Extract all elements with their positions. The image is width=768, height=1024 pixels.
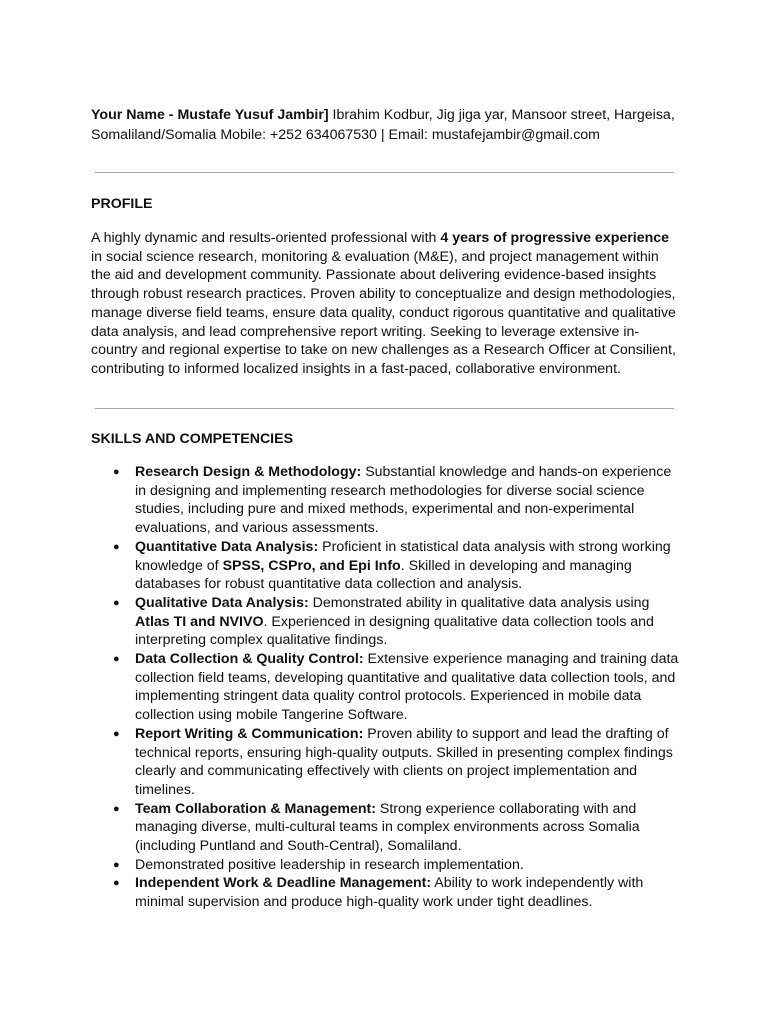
skill-title: Research Design & Methodology: — [135, 464, 362, 480]
profile-experience-highlight: 4 years of progressive experience — [440, 230, 670, 246]
skill-description: Proficient in statistical data analysis with strong working knowledge of — [135, 538, 671, 574]
profile-paragraph — [91, 229, 681, 379]
skill-description: Ability to work independently with minimal supervision and produce high-quality work under tight deadlines. — [135, 875, 644, 911]
skill-tools-highlight: SPSS, CSPro, and Epi Info — [222, 557, 401, 574]
skill-description: Demonstrated ability in qualitative data analysis using — [308, 594, 650, 611]
section-divider — [95, 172, 674, 173]
skill-description-cont: . Skilled in developing and managing databases for robust quantitative data collection and analysis. — [135, 557, 632, 593]
skills-list — [91, 463, 686, 912]
bullet-icon: ● — [113, 858, 120, 871]
skill-title: Data Collection & Quality Control: — [135, 651, 364, 668]
contact-header — [91, 106, 691, 145]
bullet-icon: ● — [113, 802, 120, 815]
bullet-icon: ● — [113, 466, 120, 478]
skill-item — [91, 538, 686, 594]
profile-text-start: A highly dynamic and results-oriented professional with — [91, 230, 441, 246]
skills-heading: SKILLS AND COMPETENCIES — [91, 431, 294, 447]
skill-tools-highlight: Atlas TI and NVIVO — [135, 613, 264, 630]
bullet-icon: ● — [113, 653, 120, 666]
skill-item — [91, 650, 686, 725]
skill-title: Team Collaboration & Management: — [135, 800, 376, 817]
contact-details: Ibrahim Kodbur, Jig jiga yar, Mansoor street, Hargeisa, Somaliland/Somalia Mobile: +252 634067530 | Email: mustafejambir@gmail.com — [91, 107, 675, 143]
profile-heading: PROFILE — [91, 196, 153, 212]
name-label: Your Name - Mustafe Yusuf Jambir] — [91, 107, 329, 123]
skill-description: Substantial knowledge and hands-on experience in designing and implementing research methodologies for diverse social science studies, including pure and mixed methods, experimental and non-experimental evaluations, and various assessments. — [135, 464, 672, 537]
bullet-icon: ● — [113, 727, 120, 740]
bullet-icon: ● — [113, 877, 120, 890]
skill-item — [91, 874, 686, 911]
skill-description: Strong experience collaborating with and managing diverse, multi-cultural teams in complex environments across Somalia (including Puntland and South-Central), Somaliland. — [135, 800, 640, 855]
skill-item — [91, 463, 686, 538]
skill-title: Independent Work & Deadline Management: — [135, 875, 432, 892]
bullet-icon: ● — [113, 540, 120, 553]
bullet-icon: ● — [113, 596, 120, 609]
skill-title: Report Writing & Communication: — [135, 725, 364, 742]
skill-description-cont: . Experienced in designing qualitative data collection tools and interpreting complex qualitative findings. — [135, 613, 654, 649]
skill-item — [91, 594, 686, 650]
section-divider — [95, 408, 674, 409]
skill-description: Demonstrated positive leadership in research implementation. — [135, 856, 524, 873]
skill-title: Quantitative Data Analysis: — [135, 538, 319, 555]
profile-text-end: in social science research, monitoring & evaluation (M&E), and project management within the aid and development community. Passionate about delivering evidence-based insights through robust research practices. Proven ability to conceptualize and design methodologies, manage diverse field teams, ensure data quality, conduct rigorous quantitative and qualitative data analysis, and lead comprehensive report writing. Seeking to leverage extensive in-country and regional expertise to take on new challenges as a Research Officer at Consilient, contributing to informed localized insights in a fast-paced, collaborative environment. — [91, 248, 676, 377]
skill-item — [91, 800, 686, 856]
skill-description: Proven ability to support and lead the drafting of technical reports, ensuring high-quality outputs. Skilled in presenting complex findings clearly and communicating effectively with clients on project implementation and timelines. — [135, 725, 673, 798]
skill-item — [91, 725, 686, 800]
skill-description: Extensive experience managing and training data collection field teams, developing quantitative and qualitative data collection tools, and implementing stringent data quality control protocols. Experienced in mobile data collection using mobile Tangerine Software. — [135, 651, 679, 724]
skill-item — [91, 856, 686, 875]
skill-title: Qualitative Data Analysis: — [135, 594, 309, 611]
